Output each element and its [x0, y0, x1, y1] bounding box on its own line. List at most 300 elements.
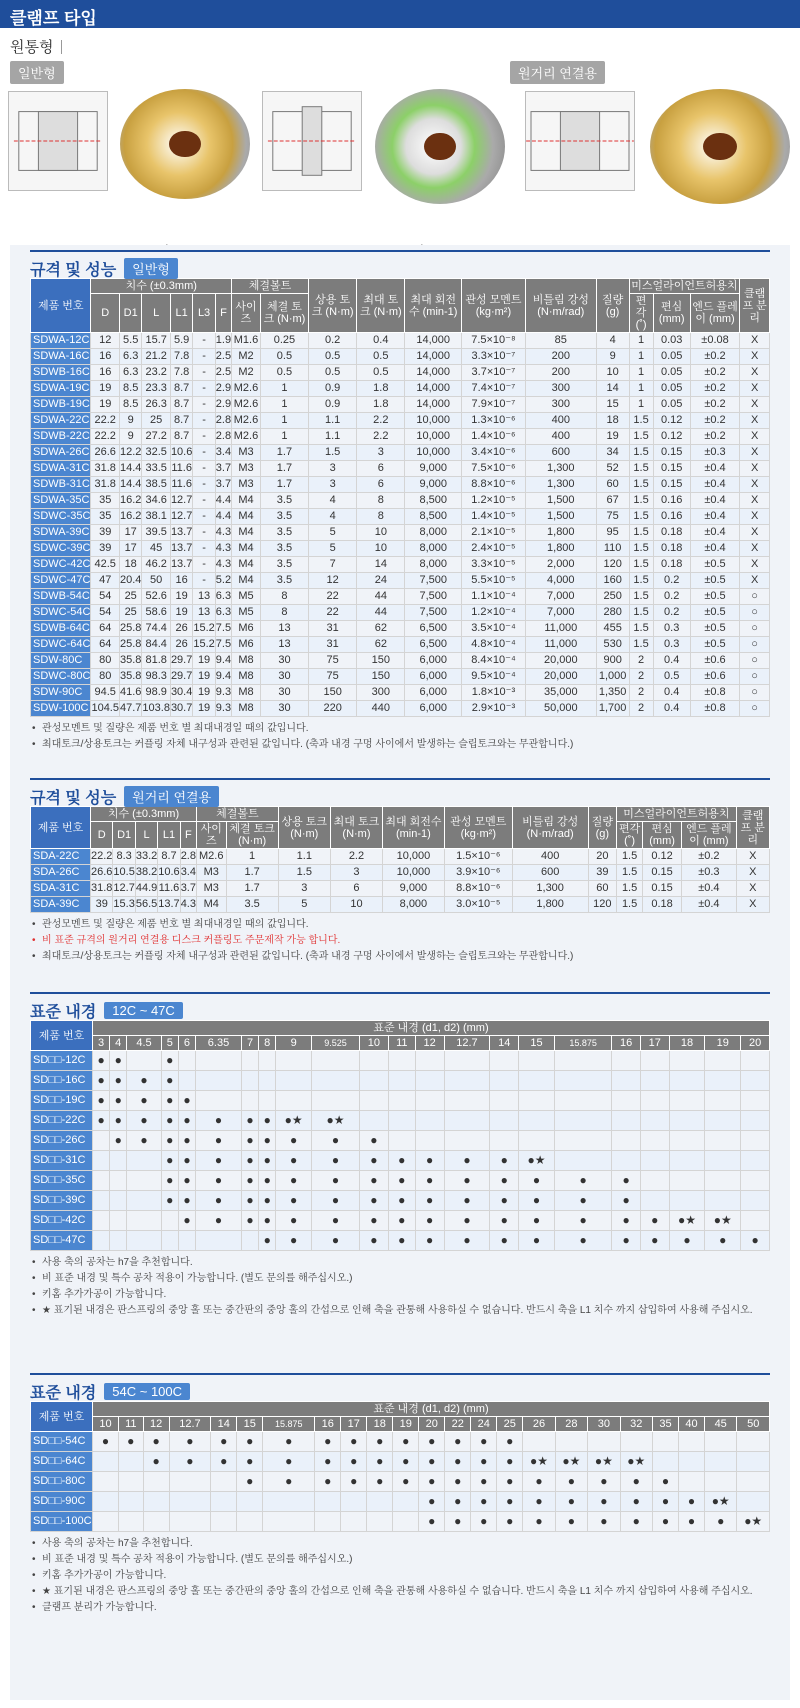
table-cell: 1.5 [629, 493, 653, 509]
table-cell: 1.5 [617, 849, 643, 865]
product-code: SDA-31C [31, 881, 91, 897]
table-cell: ○ [740, 637, 770, 653]
table-cell: 2.5 [215, 365, 231, 381]
bore-size: 3 [93, 1036, 110, 1051]
bore-mark: ● [169, 1452, 211, 1472]
table-cell: 3.7 [215, 461, 231, 477]
table-cell: 250 [596, 589, 629, 605]
table-cell: M8 [232, 685, 261, 701]
table-cell: 19 [193, 653, 215, 669]
note-item: • 키홈 추가가공이 가능합니다. [30, 1287, 770, 1303]
bore-mark: ● [127, 1111, 161, 1131]
bore-mark: ● [178, 1211, 195, 1231]
table-cell: 26 [170, 621, 192, 637]
table-cell: 19 [170, 605, 192, 621]
bore-size: 40 [678, 1417, 704, 1432]
bore-size: 32 [620, 1417, 652, 1432]
bore-mark [259, 1091, 276, 1111]
bore-size: 11 [388, 1036, 415, 1051]
bore-size: 6.35 [196, 1036, 242, 1051]
bore-mark: ●★ [620, 1452, 652, 1472]
col-d: D [91, 822, 113, 849]
table-row [31, 621, 770, 637]
bore-mark: ● [161, 1071, 178, 1091]
bore-mark [705, 1191, 741, 1211]
table-cell: 0.2 [653, 589, 690, 605]
table-cell: 13.7 [170, 557, 192, 573]
table-cell: 1.5 [629, 541, 653, 557]
bore-mark: ● [161, 1051, 178, 1071]
table-cell: 9,000 [405, 461, 462, 477]
table-cell: 38.2 [135, 865, 157, 881]
product-code: SD□□-19C [31, 1091, 93, 1111]
bore-mark: ● [444, 1151, 490, 1171]
bore-table-2 [30, 1401, 770, 1532]
bore-notes [30, 1255, 770, 1319]
table-cell: 0.18 [653, 541, 690, 557]
table-cell: 0.16 [653, 509, 690, 525]
bore-mark [620, 1432, 652, 1452]
product-code: SDWB-54C [31, 589, 91, 605]
table-cell: 3.5×10⁻⁴ [462, 621, 526, 637]
table-cell: 4.3 [215, 541, 231, 557]
bore-mark [388, 1091, 415, 1111]
bore-mark: ● [110, 1131, 127, 1151]
bore-mark [669, 1151, 705, 1171]
table-cell: ±0.2 [690, 349, 739, 365]
bore-size: 35 [652, 1417, 678, 1432]
table-cell: 5 [278, 897, 330, 913]
table-cell: X [740, 573, 770, 589]
table-cell: 9.5×10⁻⁴ [462, 669, 526, 685]
product-code: SDWB-16C [31, 365, 91, 381]
bore-mark [211, 1492, 237, 1512]
table-cell: 200 [525, 365, 596, 381]
table-cell: ±0.2 [690, 381, 739, 397]
table-cell: 8.3 [113, 849, 135, 865]
product-code: SD□□-39C [31, 1191, 93, 1211]
table-cell: 41.6 [119, 685, 141, 701]
table-cell: 5.5×10⁻⁵ [462, 573, 526, 589]
bore-mark: ● [444, 1191, 490, 1211]
table-cell: 7.5 [215, 621, 231, 637]
col-rigidity: 비틀림 강성 (N·m/rad) [525, 279, 596, 333]
table-cell: 9 [119, 429, 141, 445]
col-dims: 치수 (±0.3mm) [91, 807, 197, 822]
bore-mark [259, 1051, 276, 1071]
bore-mark: ● [110, 1091, 127, 1111]
table-cell: 32.5 [142, 445, 171, 461]
col-inertia: 관성 모멘트 (kg·m²) [462, 279, 526, 333]
tag-general: 일반형 [10, 61, 64, 84]
note-item: • ★ 표기된 내경은 판스프링의 중앙 홀 또는 중간판의 중앙 홀의 간섭으로 인해 축을 관통해 사용하실 수 없습니다. 반드시 축을 L1 치수 까지 삽입하여 사용해 주십시오. [30, 1303, 770, 1319]
col-l1: L1 [158, 822, 180, 849]
bore-mark [196, 1091, 242, 1111]
table-cell: 10 [330, 897, 382, 913]
table-cell: 14.4 [119, 461, 141, 477]
bore-mark [669, 1131, 705, 1151]
table-cell: - [193, 365, 215, 381]
table-cell: ±0.4 [690, 525, 739, 541]
table-cell: - [193, 445, 215, 461]
table-cell: 1 [260, 429, 308, 445]
table-row [31, 1151, 770, 1171]
table-cell: M6 [232, 621, 261, 637]
bore-mark: ● [471, 1492, 497, 1512]
bore-table-body [31, 1051, 770, 1251]
bore-mark: ● [360, 1191, 389, 1211]
bore-mark [143, 1512, 169, 1532]
table-cell: ±0.5 [690, 589, 739, 605]
bore-mark: ● [388, 1151, 415, 1171]
product-code: SDWA-19C [31, 381, 91, 397]
table-cell: 200 [525, 349, 596, 365]
bore-mark [669, 1051, 705, 1071]
table-cell: 150 [357, 669, 405, 685]
bore-mark: ● [415, 1191, 444, 1211]
table-cell: 1.8 [357, 381, 405, 397]
table-cell: 0.5 [653, 669, 690, 685]
bore-mark [705, 1091, 741, 1111]
bore-mark [490, 1071, 519, 1091]
bore-mark [519, 1051, 555, 1071]
coupling-photo-long [650, 89, 790, 204]
table-cell: 0.9 [309, 381, 357, 397]
bore-mark [612, 1131, 641, 1151]
table-cell: 52.6 [142, 589, 171, 605]
table-cell: 35.8 [119, 669, 141, 685]
table-cell: 1.5 [629, 413, 653, 429]
table-cell: 46.2 [142, 557, 171, 573]
table-cell: 0.25 [260, 333, 308, 349]
table-cell: 8,000 [383, 897, 445, 913]
table-cell: - [193, 349, 215, 365]
bore-mark: ● [93, 1071, 110, 1091]
table-cell: ±0.4 [690, 541, 739, 557]
table-cell: ○ [740, 653, 770, 669]
bore-mark: ● [445, 1472, 471, 1492]
bore-mark [612, 1151, 641, 1171]
bore-size-row [31, 1417, 770, 1432]
table-cell: 1 [260, 381, 308, 397]
table-cell: 0.5 [260, 365, 308, 381]
col-l: L [142, 294, 171, 333]
bore-hole [169, 131, 200, 157]
table-cell: 2.8 [215, 413, 231, 429]
product-code: SDWC-35C [31, 509, 91, 525]
table-cell: 14 [357, 557, 405, 573]
bore-mark [110, 1231, 127, 1251]
table-cell: X [740, 365, 770, 381]
table-row [31, 557, 770, 573]
table-row [31, 1091, 770, 1111]
table-cell: 29.7 [170, 653, 192, 669]
bore-mark [490, 1131, 519, 1151]
bore-mark [705, 1131, 741, 1151]
bore-mark: ● [554, 1211, 611, 1231]
bore-mark [360, 1051, 389, 1071]
table-cell: 0.05 [653, 397, 690, 413]
product-code: SDW-80C [31, 653, 91, 669]
table-cell: 8.8×10⁻⁶ [444, 881, 512, 897]
bore-mark: ● [519, 1191, 555, 1211]
table-cell: 29.7 [170, 669, 192, 685]
table-cell: 2 [629, 653, 653, 669]
table-cell: - [193, 333, 215, 349]
table-cell: 2.2 [330, 849, 382, 865]
table-cell: 56.5 [135, 897, 157, 913]
table-cell: 31.8 [91, 881, 113, 897]
table-cell: M8 [232, 701, 261, 717]
page-title: 클램프 타입 [0, 0, 800, 28]
bore-mark: ● [241, 1151, 258, 1171]
bore-mark: ● [415, 1171, 444, 1191]
table-cell: 13 [193, 605, 215, 621]
table-cell: 47.7 [119, 701, 141, 717]
table-cell: 1 [629, 381, 653, 397]
bore-mark [519, 1091, 555, 1111]
table-cell: 1.4×10⁻⁵ [462, 509, 526, 525]
bore-mark: ● [612, 1231, 641, 1251]
table-cell: ±0.3 [682, 865, 736, 881]
product-code: SDA-39C [31, 897, 91, 913]
col-dims: 치수 (±0.3mm) [91, 279, 232, 294]
bore-mark [705, 1171, 741, 1191]
table-cell: 12.2 [119, 445, 141, 461]
bore-mark: ● [341, 1432, 367, 1452]
table-cell: 2.4×10⁻⁵ [462, 541, 526, 557]
bore-mark [678, 1432, 704, 1452]
table-cell: 5.5 [119, 333, 141, 349]
table-cell: 75 [596, 509, 629, 525]
bore-mark: ● [312, 1231, 360, 1251]
bore-mark: ● [263, 1472, 315, 1492]
table-cell: 4.4 [215, 509, 231, 525]
bore-mark [705, 1071, 741, 1091]
table-cell: 5.2 [215, 573, 231, 589]
table-cell: 8,500 [405, 493, 462, 509]
table-cell: 8.7 [170, 429, 192, 445]
table-cell: 1.5 [629, 477, 653, 493]
col-bore-header: 표준 내경 (d1, d2) (mm) [93, 1021, 770, 1036]
table-cell: 0.05 [653, 349, 690, 365]
table-cell: 22 [309, 589, 357, 605]
table-cell: 10,000 [405, 429, 462, 445]
table-cell: 14,000 [405, 381, 462, 397]
bore-mark [555, 1432, 587, 1452]
table-cell: 2.8 [215, 429, 231, 445]
bore-mark: ● [419, 1472, 445, 1492]
table-cell: 23.3 [142, 381, 171, 397]
bore-mark [612, 1111, 641, 1131]
bore-mark: ● [444, 1211, 490, 1231]
bore-size: 5 [161, 1036, 178, 1051]
table-cell: 1,000 [596, 669, 629, 685]
table-cell: 7.8 [170, 349, 192, 365]
table-cell: 1.5 [629, 461, 653, 477]
table-row [31, 605, 770, 621]
bore-mark: ● [471, 1512, 497, 1532]
bore-mark [554, 1071, 611, 1091]
table-cell: 6,500 [405, 637, 462, 653]
table-cell: M4 [232, 557, 261, 573]
table-row [31, 589, 770, 605]
table-cell: 0.15 [643, 865, 682, 881]
col-bore-header: 표준 내경 (d1, d2) (mm) [93, 1402, 770, 1417]
table-cell: 103.8 [142, 701, 171, 717]
bore-mark: ● [161, 1171, 178, 1191]
bore-mark: ● [259, 1191, 276, 1211]
section-header [30, 992, 770, 1020]
col-clamp: 클램프 분리 [736, 807, 769, 849]
col-rigidity: 비틀림 강성 (N·m/rad) [512, 807, 588, 849]
bore-mark: ● [471, 1432, 497, 1452]
table-cell: 19 [91, 397, 120, 413]
table-cell: 10 [357, 541, 405, 557]
table-cell: 4.3 [215, 525, 231, 541]
bore-mark: ● [445, 1512, 471, 1532]
bore-mark [640, 1091, 669, 1111]
table-cell: 10,000 [383, 849, 445, 865]
table-cell: 98.9 [142, 685, 171, 701]
bore-table-1 [30, 1020, 770, 1251]
table-cell: 1.7 [226, 881, 278, 897]
table-cell: 400 [525, 413, 596, 429]
table-cell: M2.6 [232, 413, 261, 429]
table-cell: 1,500 [525, 493, 596, 509]
table-cell: 400 [512, 849, 588, 865]
table-cell: 30.7 [170, 701, 192, 717]
bore-mark: ● [497, 1452, 523, 1472]
bore-mark: ● [471, 1452, 497, 1472]
table-cell: 19 [91, 381, 120, 397]
table-cell: - [193, 461, 215, 477]
subtitle-row [10, 36, 790, 57]
bore-mark: ● [704, 1512, 736, 1532]
section-badge: 일반형 [124, 258, 178, 279]
table-cell: 34.6 [142, 493, 171, 509]
spec-notes [30, 721, 770, 753]
table-row [31, 1512, 770, 1532]
table-cell: 31 [309, 637, 357, 653]
table-cell: 5.9 [170, 333, 192, 349]
col-code: 제품 번호 [31, 1021, 93, 1051]
table-cell: X [736, 881, 769, 897]
col-torque: 체결 토크 (N·m) [260, 294, 308, 333]
table-cell: 39 [588, 865, 617, 881]
bore-mark: ● [705, 1231, 741, 1251]
bore-mark: ● [276, 1211, 312, 1231]
table-cell: 1.5 [629, 637, 653, 653]
bore-table-body [31, 1432, 770, 1532]
bore-mark: ● [555, 1492, 587, 1512]
bore-mark: ● [620, 1472, 652, 1492]
bore-mark [415, 1071, 444, 1091]
table-cell: - [193, 541, 215, 557]
bore-mark [315, 1492, 341, 1512]
table-cell: M2.6 [232, 381, 261, 397]
table-row [31, 1051, 770, 1071]
product-code: SD□□-90C [31, 1492, 93, 1512]
table-cell: 0.12 [653, 429, 690, 445]
table-cell: 33.2 [135, 849, 157, 865]
section-header [30, 250, 770, 278]
table-cell: 7.5×10⁻⁶ [462, 461, 526, 477]
bore-mark: ● [93, 1051, 110, 1071]
table-cell: 24 [357, 573, 405, 589]
bore-mark: ●★ [704, 1492, 736, 1512]
bore-mark [169, 1492, 211, 1512]
table-cell: ○ [740, 701, 770, 717]
product-code: SDA-26C [31, 865, 91, 881]
product-code: SDWC-80C [31, 669, 91, 685]
table-cell: ±0.2 [690, 397, 739, 413]
bore-mark: ● [523, 1512, 555, 1532]
table-cell: 1.1 [278, 849, 330, 865]
bore-mark: ● [211, 1452, 237, 1472]
table-cell: 8 [260, 605, 308, 621]
bore-mark [93, 1191, 110, 1211]
table-cell: 62 [357, 621, 405, 637]
table-cell: 10,000 [405, 413, 462, 429]
bore-mark [704, 1472, 736, 1492]
bore-mark [119, 1452, 144, 1472]
table-cell: ±0.5 [690, 573, 739, 589]
table-cell: 17 [119, 541, 141, 557]
bore-mark [196, 1071, 242, 1091]
table-cell: 11.6 [170, 461, 192, 477]
table-cell: M3 [232, 445, 261, 461]
table-cell: 0.05 [653, 381, 690, 397]
bore-mark [93, 1231, 110, 1251]
table-cell: X [740, 333, 770, 349]
table-cell: 2.2 [357, 429, 405, 445]
bore-mark [367, 1512, 393, 1532]
table-row [31, 461, 770, 477]
bore-mark [490, 1091, 519, 1111]
table-cell: 14,000 [405, 333, 462, 349]
tag-long-distance: 원거리 연결용 [510, 61, 605, 84]
table-cell: X [736, 849, 769, 865]
col-mass: 질량 (g) [588, 807, 617, 849]
table-row [31, 1131, 770, 1151]
table-cell: 19 [596, 429, 629, 445]
bore-mark [127, 1211, 161, 1231]
col-eccentric: 편심 (mm) [653, 294, 690, 333]
bore-mark: ● [178, 1171, 195, 1191]
bore-mark [588, 1432, 620, 1452]
bore-size: 15 [519, 1036, 555, 1051]
bore-mark [669, 1091, 705, 1111]
bore-mark [178, 1231, 195, 1251]
table-cell: 6,000 [405, 701, 462, 717]
bore-mark [161, 1231, 178, 1251]
bore-mark: ● [341, 1452, 367, 1472]
bore-mark [360, 1071, 389, 1091]
bore-mark: ●★ [276, 1111, 312, 1131]
col-f: F [215, 294, 231, 333]
product-code: SDWB-22C [31, 429, 91, 445]
table-cell: 75 [309, 669, 357, 685]
table-cell: ±0.2 [682, 849, 736, 865]
table-cell: 30 [260, 669, 308, 685]
table-cell: - [193, 573, 215, 589]
table-cell: 9.4 [215, 669, 231, 685]
table-cell: 2.5 [215, 349, 231, 365]
table-cell: 0.16 [653, 493, 690, 509]
table-cell: ±0.4 [682, 881, 736, 897]
bore-mark: ● [367, 1452, 393, 1472]
